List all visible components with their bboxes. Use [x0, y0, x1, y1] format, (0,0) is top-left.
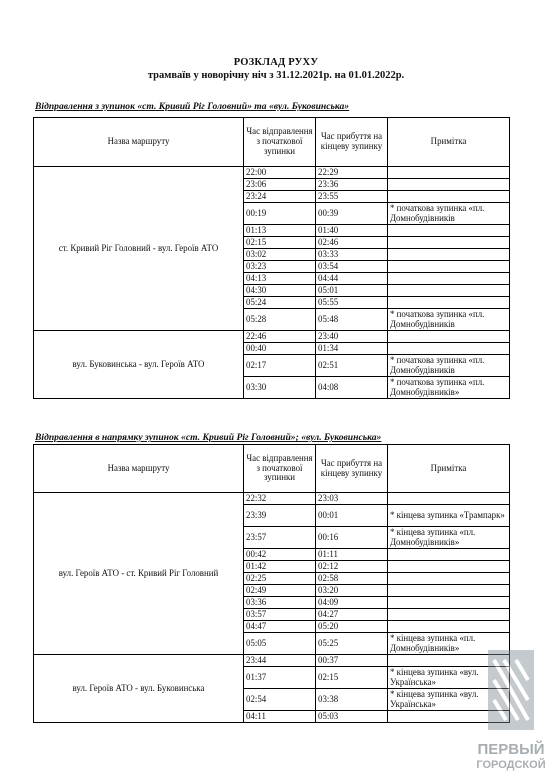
watermark-line2: ГОРОДСКОЙ — [476, 759, 546, 771]
note-cell — [388, 179, 510, 191]
note-cell — [388, 249, 510, 261]
departure-time-cell: 00:42 — [244, 549, 316, 561]
departure-time-cell: 02:17 — [244, 355, 316, 377]
arrival-time-cell: 00:39 — [316, 203, 388, 225]
note-cell — [388, 597, 510, 609]
arrival-time-cell: 02:12 — [316, 561, 388, 573]
table-body — [34, 493, 510, 723]
table-body — [34, 167, 510, 399]
arrival-time-cell: 23:55 — [316, 191, 388, 203]
arrival-time-cell: 04:08 — [316, 377, 388, 399]
arrival-time-cell: 01:34 — [316, 343, 388, 355]
page-subtitle: трамваїв у новорічну ніч з 31.12.2021р. на 01.01.2022р. — [147, 70, 405, 81]
table-header-row — [34, 118, 510, 167]
col-header-note: Примітка — [388, 445, 510, 493]
watermark-logo — [470, 650, 552, 778]
departure-time-cell: 02:49 — [244, 585, 316, 597]
note-cell — [388, 237, 510, 249]
table-row — [34, 167, 510, 179]
departure-time-cell: 00:19 — [244, 203, 316, 225]
table-row — [34, 331, 510, 343]
arrival-time-cell: 05:20 — [316, 621, 388, 633]
departure-time-cell: 02:15 — [244, 237, 316, 249]
note-cell — [388, 549, 510, 561]
departure-time-cell: 02:25 — [244, 573, 316, 585]
arrival-time-cell: 01:40 — [316, 225, 388, 237]
arrival-time-cell: 03:54 — [316, 261, 388, 273]
note-cell: * початкова зупинка «пл. Домнобудівників — [388, 355, 510, 377]
note-cell: * кінцева зупинка «пл. Домнобудівників» — [388, 633, 510, 655]
note-cell — [388, 343, 510, 355]
departure-time-cell: 03:02 — [244, 249, 316, 261]
arrival-time-cell: 02:46 — [316, 237, 388, 249]
note-cell — [388, 167, 510, 179]
arrival-time-cell: 22:29 — [316, 167, 388, 179]
departure-time-cell: 02:54 — [244, 689, 316, 711]
note-cell — [388, 191, 510, 203]
route-name-cell: вул. Героїв АТО - ст. Кривий Ріг Головний — [34, 493, 244, 655]
arrival-time-cell: 23:40 — [316, 331, 388, 343]
note-cell — [388, 585, 510, 597]
departure-time-cell: 23:57 — [244, 527, 316, 549]
departure-time-cell: 22:32 — [244, 493, 316, 505]
departure-time-cell: 23:39 — [244, 505, 316, 527]
arrival-time-cell: 00:16 — [316, 527, 388, 549]
arrival-time-cell: 23:03 — [316, 493, 388, 505]
note-cell: * початкова зупинка «пл. Домнобудівників» — [388, 377, 510, 399]
arrival-time-cell: 03:33 — [316, 249, 388, 261]
departure-time-cell: 04:11 — [244, 711, 316, 723]
departure-time-cell: 04:13 — [244, 273, 316, 285]
table-row — [34, 655, 510, 667]
departure-time-cell: 22:00 — [244, 167, 316, 179]
note-cell — [388, 261, 510, 273]
note-cell — [388, 285, 510, 297]
arrival-time-cell: 05:01 — [316, 285, 388, 297]
note-cell — [388, 331, 510, 343]
table-row — [34, 493, 510, 505]
departure-time-cell: 03:57 — [244, 609, 316, 621]
departure-time-cell: 05:24 — [244, 297, 316, 309]
note-cell — [388, 561, 510, 573]
section-1-heading: Відправлення з зупинок «ст. Кривий Ріг Головний» та «вул. Буковинська» — [35, 101, 350, 112]
page-title: РОЗКЛАД РУХУ — [233, 57, 319, 68]
departure-time-cell: 04:30 — [244, 285, 316, 297]
arrival-time-cell: 05:48 — [316, 309, 388, 331]
departure-time-cell: 01:37 — [244, 667, 316, 689]
note-cell — [388, 273, 510, 285]
arrival-time-cell: 04:09 — [316, 597, 388, 609]
arrival-time-cell: 02:15 — [316, 667, 388, 689]
col-header-route: Назва маршруту — [34, 445, 244, 493]
note-cell: * кінцева зупинка «вул. Українська» — [388, 667, 510, 689]
note-cell — [388, 621, 510, 633]
arrival-time-cell: 01:11 — [316, 549, 388, 561]
table-header-row — [34, 445, 510, 493]
arrival-time-cell: 05:55 — [316, 297, 388, 309]
departure-time-cell: 23:24 — [244, 191, 316, 203]
departure-time-cell: 01:13 — [244, 225, 316, 237]
departure-time-cell: 01:42 — [244, 561, 316, 573]
note-cell — [388, 225, 510, 237]
arrival-time-cell: 00:37 — [316, 655, 388, 667]
note-cell — [388, 609, 510, 621]
arrival-time-cell: 05:25 — [316, 633, 388, 655]
note-cell — [388, 297, 510, 309]
departure-time-cell: 04:47 — [244, 621, 316, 633]
col-header-route: Назва маршруту — [34, 118, 244, 167]
note-cell: * кінцева зупинка «Трампарк» — [388, 505, 510, 527]
note-cell — [388, 573, 510, 585]
route-name-cell: ст. Кривий Ріг Головний - вул. Героїв АТО — [34, 167, 244, 331]
arrival-time-cell: 04:44 — [316, 273, 388, 285]
schedule-table-arrivals — [33, 444, 510, 723]
departure-time-cell: 03:30 — [244, 377, 316, 399]
arrival-time-cell: 05:03 — [316, 711, 388, 723]
note-cell: * початкова зупинка «пл. Домнобудівників — [388, 203, 510, 225]
note-cell: * кінцева зупинка «пл. Домнобудівників» — [388, 527, 510, 549]
departure-time-cell: 23:06 — [244, 179, 316, 191]
col-header-arrival: Час прибуття на кінцеву зупинку — [316, 445, 388, 493]
route-name-cell: вул. Героїв АТО - вул. Буковинська — [34, 655, 244, 723]
note-cell: * кінцева зупинка «вул. Українська» — [388, 689, 510, 711]
departure-time-cell: 03:36 — [244, 597, 316, 609]
note-cell: * початкова зупинка «пл. Домнобудівників — [388, 309, 510, 331]
col-header-arrival: Час прибуття на кінцеву зупинку — [316, 118, 388, 167]
arrival-time-cell: 03:38 — [316, 689, 388, 711]
arrival-time-cell: 02:58 — [316, 573, 388, 585]
col-header-departure: Час відправлення з початкової зупинки — [244, 118, 316, 167]
note-cell — [388, 493, 510, 505]
arrival-time-cell: 02:51 — [316, 355, 388, 377]
section-2-heading: Відправлення в напрямку зупинок «ст. Кривий Ріг Головний»; «вул. Буковинська» — [35, 432, 382, 443]
departure-time-cell: 05:05 — [244, 633, 316, 655]
schedule-table-departures — [33, 117, 510, 399]
logo-emblem-icon — [470, 650, 552, 778]
departure-time-cell: 23:44 — [244, 655, 316, 667]
arrival-time-cell: 00:01 — [316, 505, 388, 527]
col-header-note: Примітка — [388, 118, 510, 167]
departure-time-cell: 22:46 — [244, 331, 316, 343]
arrival-time-cell: 03:20 — [316, 585, 388, 597]
departure-time-cell: 00:40 — [244, 343, 316, 355]
departure-time-cell: 05:28 — [244, 309, 316, 331]
arrival-time-cell: 23:36 — [316, 179, 388, 191]
departure-time-cell: 03:23 — [244, 261, 316, 273]
route-name-cell: вул. Буковинська - вул. Героїв АТО — [34, 331, 244, 399]
col-header-departure: Час відправлення з початкової зупинки — [244, 445, 316, 493]
watermark-line1: ПЕРВЫЙ — [477, 741, 545, 758]
arrival-time-cell: 04:27 — [316, 609, 388, 621]
